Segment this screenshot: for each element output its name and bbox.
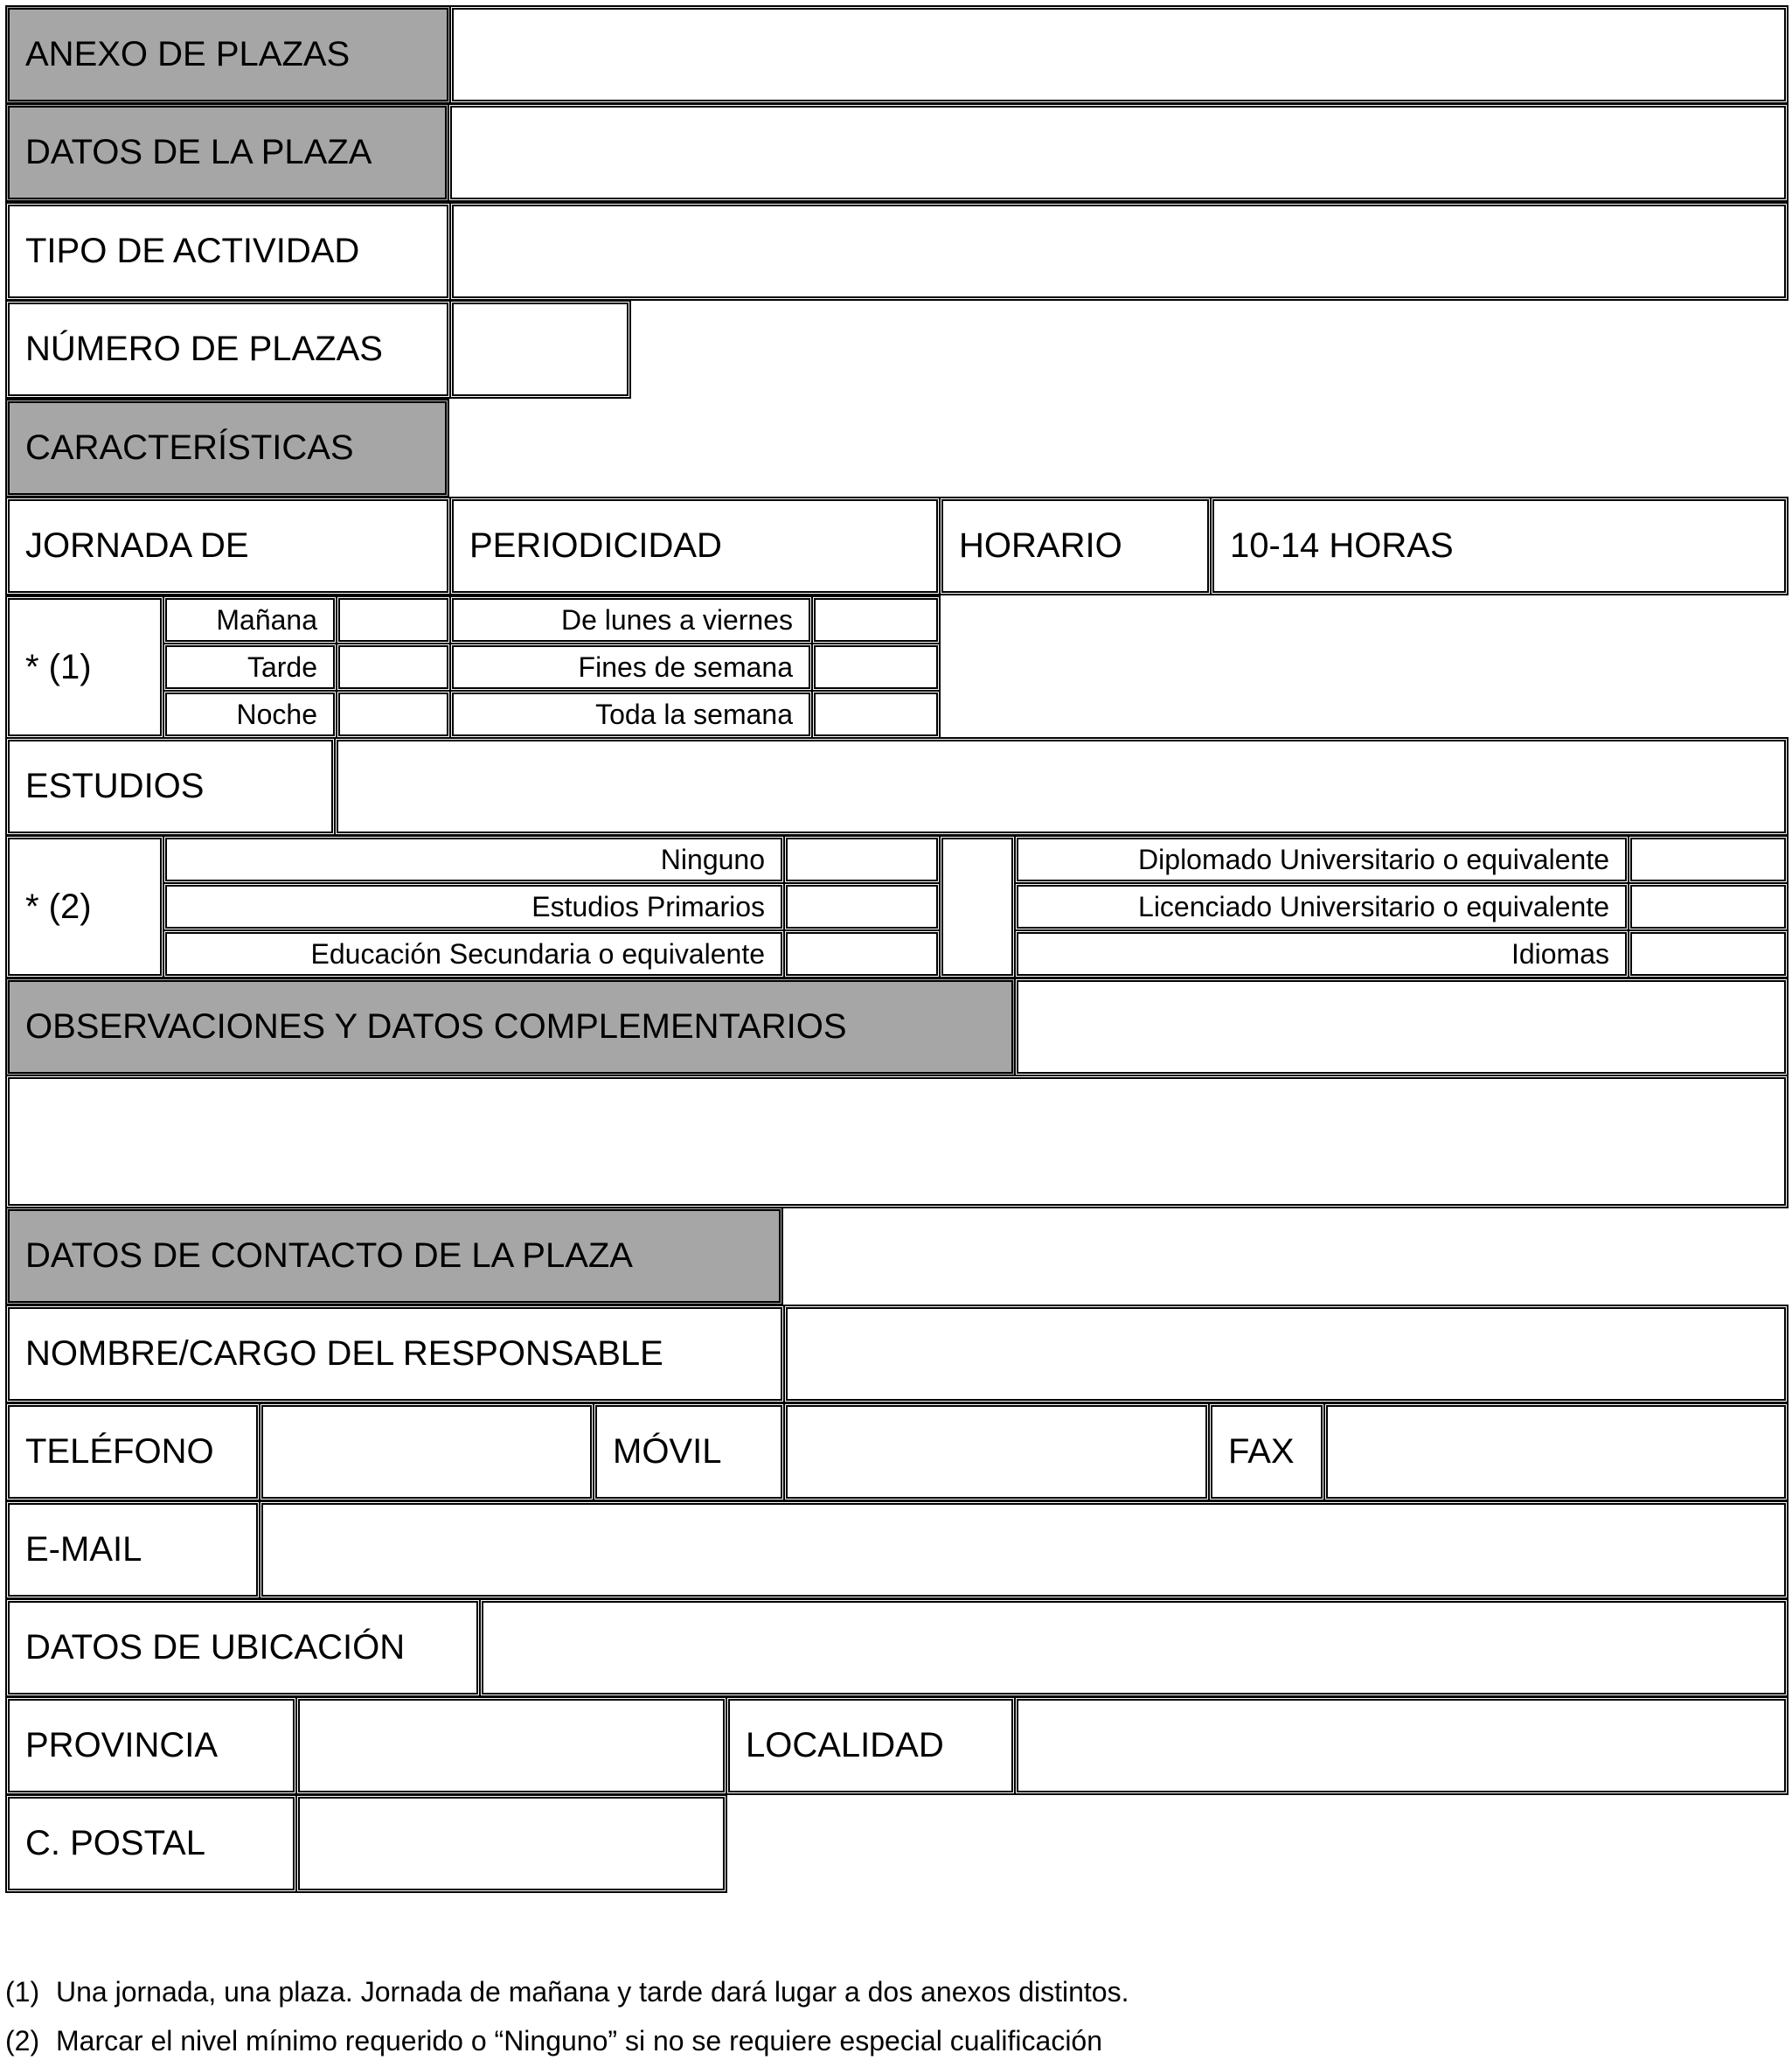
label-localidad-text: LOCALIDAD <box>746 1726 944 1764</box>
label-tipo-actividad-text: TIPO DE ACTIVIDAD <box>25 232 360 270</box>
option-noche <box>163 690 337 739</box>
label-cpostal-text: C. POSTAL <box>25 1824 205 1862</box>
horario-value[interactable] <box>1210 497 1789 595</box>
option-licenciado-text: Licenciado Universitario o equivalente <box>1138 890 1609 922</box>
label-movil-text: MÓVIL <box>613 1432 722 1471</box>
ubicacion-field[interactable] <box>479 1598 1789 1697</box>
telefono-field[interactable] <box>259 1402 594 1501</box>
option-diplomado-text: Diplomado Universitario o equivalente <box>1138 843 1609 875</box>
section-contacto <box>5 1207 783 1305</box>
option-secundaria-text: Educación Secundaria o equivalente <box>310 937 765 970</box>
label-periodicidad-text: PERIODICIDAD <box>469 526 722 565</box>
provincia-field[interactable] <box>295 1696 727 1795</box>
checkbox-secundaria[interactable] <box>783 929 941 978</box>
observaciones-header-field[interactable] <box>1014 978 1789 1076</box>
option-ninguno-text: Ninguno <box>660 843 765 875</box>
label-periodicidad <box>449 497 941 595</box>
label-telefono <box>5 1402 260 1501</box>
checkbox-lunes-viernes[interactable] <box>811 595 941 644</box>
option-toda-semana-text: Toda la semana <box>595 698 793 730</box>
label-provincia <box>5 1696 297 1795</box>
label-localidad <box>726 1696 1016 1795</box>
estudios-spacer <box>939 835 1016 978</box>
section-caracteristicas <box>5 399 449 498</box>
label-horario-text: HORARIO <box>959 526 1122 565</box>
option-lunes-viernes-text: De lunes a viernes <box>560 603 793 636</box>
checkbox-fines-semana[interactable] <box>811 643 941 692</box>
movil-field[interactable] <box>783 1402 1210 1501</box>
estudios-field[interactable] <box>334 737 1789 836</box>
fax-field[interactable] <box>1323 1402 1789 1501</box>
checkbox-idiomas[interactable] <box>1628 929 1789 978</box>
option-secundaria <box>163 929 785 978</box>
label-jornada-text: JORNADA DE <box>25 526 249 565</box>
label-ubicacion <box>5 1598 481 1697</box>
option-tarde <box>163 643 337 692</box>
label-responsable <box>5 1305 785 1403</box>
form-title-text: ANEXO DE PLAZAS <box>25 35 351 73</box>
checkbox-toda-semana[interactable] <box>811 690 941 739</box>
option-licenciado <box>1014 882 1629 931</box>
option-toda-semana <box>449 690 813 739</box>
option-primarios <box>163 882 785 931</box>
footnote-1 <box>5 1976 1129 2008</box>
label-provincia-text: PROVINCIA <box>25 1726 219 1764</box>
option-lunes-viernes <box>449 595 813 644</box>
label-tipo-actividad <box>5 202 451 301</box>
label-ubicacion-text: DATOS DE UBICACIÓN <box>25 1628 406 1667</box>
checkbox-manana[interactable] <box>336 595 451 644</box>
tipo-actividad-field[interactable] <box>449 202 1789 301</box>
label-numero-plazas <box>5 300 451 399</box>
observaciones-field[interactable] <box>5 1075 1789 1208</box>
footnote-1-text: Una jornada, una plaza. Jornada de mañana y tarde dará lugar a dos anexos distintos. <box>56 1976 1129 2008</box>
label-email <box>5 1500 260 1599</box>
checkbox-primarios[interactable] <box>783 882 941 931</box>
label-movil <box>593 1402 785 1501</box>
checkbox-licenciado[interactable] <box>1628 882 1789 931</box>
checkbox-tarde[interactable] <box>336 643 451 692</box>
footnote-2 <box>5 2025 1102 2057</box>
option-manana <box>163 595 337 644</box>
footnote-1-number: (1) <box>5 1976 40 2008</box>
form-title <box>5 5 451 104</box>
label-fax <box>1208 1402 1325 1501</box>
numero-plazas-field[interactable] <box>449 300 631 399</box>
note-ref-2 <box>5 835 164 978</box>
label-telefono-text: TELÉFONO <box>25 1432 214 1471</box>
section-observaciones-text: OBSERVACIONES Y DATOS COMPLEMENTARIOS <box>25 1007 847 1046</box>
section-caracteristicas-text: CARACTERÍSTICAS <box>25 428 354 467</box>
option-primarios-text: Estudios Primarios <box>531 890 765 922</box>
option-fines-semana <box>449 643 813 692</box>
cpostal-field[interactable] <box>295 1794 727 1893</box>
section-contacto-text: DATOS DE CONTACTO DE LA PLAZA <box>25 1236 633 1275</box>
form-title-field[interactable] <box>449 5 1789 104</box>
label-estudios <box>5 737 336 836</box>
option-idiomas <box>1014 929 1629 978</box>
option-ninguno <box>163 835 785 884</box>
option-manana-text: Mañana <box>216 603 317 636</box>
label-fax-text: FAX <box>1228 1432 1295 1471</box>
checkbox-noche[interactable] <box>336 690 451 739</box>
checkbox-diplomado[interactable] <box>1628 835 1789 884</box>
footnote-2-number: (2) <box>5 2025 40 2057</box>
note-ref-2-text: * (2) <box>25 887 92 926</box>
label-jornada <box>5 497 451 595</box>
option-diplomado <box>1014 835 1629 884</box>
label-estudios-text: ESTUDIOS <box>25 767 205 805</box>
label-email-text: E-MAIL <box>25 1530 142 1569</box>
option-noche-text: Noche <box>236 698 317 730</box>
responsable-field[interactable] <box>783 1305 1789 1403</box>
footnote-2-text: Marcar el nivel mínimo requerido o “Ninguno” si no se requiere especial cualificación <box>56 2025 1103 2057</box>
datos-plaza-field[interactable] <box>448 103 1789 202</box>
option-fines-semana-text: Fines de semana <box>578 651 793 683</box>
section-datos-plaza <box>5 103 449 202</box>
note-ref-1 <box>5 595 164 739</box>
section-observaciones <box>5 978 1016 1076</box>
email-field[interactable] <box>259 1500 1789 1599</box>
note-ref-1-text: * (1) <box>25 647 92 686</box>
label-horario <box>939 497 1212 595</box>
option-idiomas-text: Idiomas <box>1511 937 1609 970</box>
horario-value-text: 10-14 HORAS <box>1230 526 1454 565</box>
label-responsable-text: NOMBRE/CARGO DEL RESPONSABLE <box>25 1334 663 1373</box>
option-tarde-text: Tarde <box>247 651 317 683</box>
checkbox-ninguno[interactable] <box>783 835 941 884</box>
localidad-field[interactable] <box>1014 1696 1789 1795</box>
label-cpostal <box>5 1794 297 1893</box>
label-numero-plazas-text: NÚMERO DE PLAZAS <box>25 330 383 368</box>
section-datos-plaza-text: DATOS DE LA PLAZA <box>25 133 372 171</box>
